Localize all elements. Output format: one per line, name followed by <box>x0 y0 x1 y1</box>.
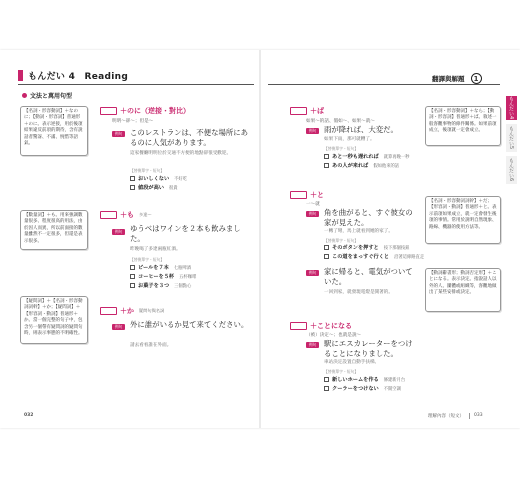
vocab-item <box>324 253 424 260</box>
example-translation: 一轉了彎，馬上就看到她的家了。 <box>324 229 393 234</box>
section-title-text: 文法と萬用句型 <box>30 93 73 100</box>
example-sentence: 家に帰ると、電気がついていた。 <box>324 267 413 286</box>
right-page-number: 033 <box>469 413 483 419</box>
example-sentence: 角を曲がると、すぐ彼女の家が見えた。 <box>324 208 413 227</box>
grammar-meaning: 一～就 <box>306 202 320 207</box>
explanation-box: 【名詞・形容動詞】＋なのに；【動詞・形容詞】普通形＋のに。表示逆接，用於後項結果違反前項的期待，含有說話者驚訝、不滿、惋惜等語氣。 <box>20 106 88 156</box>
vocab-item <box>130 175 187 182</box>
left-header <box>18 68 128 82</box>
checkbox[interactable] <box>130 176 135 181</box>
grammar-pattern <box>100 106 190 116</box>
pattern-slot <box>290 191 307 199</box>
vocab-item <box>324 153 409 160</box>
example-sentence: このレストランは、不便な場所にあるのに人気があります。 <box>130 128 249 147</box>
side-tab-1[interactable]: もんだい4 <box>506 96 517 120</box>
example-badge: 例句 <box>112 229 125 235</box>
pattern-text: ＋ば <box>310 107 324 115</box>
explanation-box: 【名詞・形容動詞】＋なら；【動詞・形容詞】普通形＋ば。敘述一般客觀事物的條件關係。如果前項成立，後項就一定會成立。 <box>425 106 501 146</box>
checkbox[interactable] <box>130 185 135 190</box>
header-accent-bar <box>18 70 23 81</box>
pattern-slot <box>100 211 117 219</box>
pattern-text: ＋も <box>120 211 134 219</box>
pattern-note: 多達～ <box>139 212 152 217</box>
explanation-box: 【數量詞】＋も。用來強調數量很多、程度很高的用法，由於因人而異，所以前面接的數量雖然不一定很多，但還是表示很多。 <box>20 210 88 250</box>
example-badge: 例句 <box>112 324 125 330</box>
side-tab-2[interactable]: もんだい5 <box>506 124 517 152</box>
pattern-text: ＋と <box>310 191 324 199</box>
vocab-meaning: 很貴 <box>168 185 178 191</box>
left-page-number: 032 <box>24 413 34 418</box>
checkbox[interactable] <box>130 265 135 270</box>
example-translation: 這家餐廳明明位於交通不方便的地點卻很受歡迎。 <box>130 151 232 156</box>
grammar-pattern <box>290 321 352 331</box>
pattern-slot <box>290 322 307 330</box>
grammar-pattern <box>290 106 324 116</box>
example-badge: 例句 <box>306 342 319 348</box>
book-gutter <box>259 50 261 428</box>
vocab-word: 新しいホームを作る <box>332 377 379 383</box>
vocab-item <box>130 264 191 271</box>
grammar-pattern <box>290 190 324 200</box>
pattern-slot <box>290 107 307 115</box>
vocab-meaning: 假如他來的話 <box>373 163 400 169</box>
pattern-slot <box>100 307 117 315</box>
grammar-meaning: 明明～卻～；但是～ <box>112 119 154 124</box>
pattern-text: ＋か <box>120 307 134 315</box>
vocab-meaning: 按下那個按鈕 <box>383 245 410 251</box>
section-number-badge: 1 <box>471 73 482 84</box>
checkbox[interactable] <box>130 274 135 279</box>
checkbox[interactable] <box>324 245 329 250</box>
example-sentence: 雨が降れば、大変だ。 <box>324 125 398 134</box>
pattern-text: ＋ことになる <box>310 322 352 330</box>
example-badge: 例句 <box>306 211 319 217</box>
checkbox[interactable] <box>324 386 329 391</box>
pattern-slot <box>100 107 117 115</box>
footer-section: 理解內容（短文） <box>428 414 464 419</box>
left-header-rule <box>18 84 254 85</box>
vocab-meaning: 三個點心 <box>174 283 192 289</box>
grammar-pattern <box>100 306 164 316</box>
vocab-word: クーラーをつけない <box>332 386 379 392</box>
example-translation: 如果下雨，那可就糟了。 <box>324 137 375 142</box>
example-sentence: 駅にエスカレーターをつけることになりました。 <box>324 339 413 358</box>
vocab-item <box>324 162 399 169</box>
vocab-header: 【替換單字・短句】 <box>324 146 359 151</box>
pattern-text: ＋のに（逆接・對比） <box>120 107 190 115</box>
vocab-item <box>324 244 409 251</box>
grammar-pattern <box>100 210 152 220</box>
left-header-title: もんだい 4 Reading <box>28 71 129 82</box>
vocab-item <box>324 385 401 392</box>
right-header <box>432 73 482 84</box>
grammar-meaning: 如果～的話、假如～、如果～就～ <box>306 119 375 124</box>
vocab-word: お菓子を３つ <box>138 283 170 289</box>
example-sentence: 外に誰がいるか見て来てください。 <box>130 320 249 329</box>
vocab-meaning: 七瓶啤酒 <box>173 265 192 271</box>
vocab-meaning: 沿著這條路直走 <box>394 254 425 260</box>
grammar-meaning: （被）決定～；也就是說～ <box>306 333 362 338</box>
example-translation: 一回到家，就發現電燈是開著的。 <box>324 290 393 295</box>
vocab-meaning: 不開空調 <box>383 386 401 392</box>
checkbox[interactable] <box>324 154 329 159</box>
vocab-meaning: 不好吃 <box>174 176 188 182</box>
explanation-box: 【名詞・形容動詞詞幹】＋だ；【形容詞・動詞】普通形＋と。表示前項如果成立，就一定會發生後項的事情。常用於說明自然現象、路線、機器的使用方法等。 <box>425 196 501 244</box>
example-badge: 例句 <box>112 131 125 137</box>
vocab-word: あの人が来れば <box>332 163 369 169</box>
vocab-word: 値段が高い <box>138 185 164 191</box>
vocab-header: 【替換單字・短句】 <box>130 257 165 262</box>
explanation-box: 【動詞辭書形；動詞否定形】＋ことになる。表示決定。指說話人以外的人、團體或組織等，客觀地做出了某些安排或決定。 <box>425 268 501 312</box>
vocab-item <box>130 282 191 289</box>
vocab-meaning: 五杯咖啡 <box>179 274 197 280</box>
vocab-word: この道をまっすぐ行くと <box>332 254 390 260</box>
right-footer <box>428 413 483 419</box>
vocab-meaning: 修建新月台 <box>383 377 406 383</box>
example-badge: 例句 <box>306 270 319 276</box>
pattern-note: 疑問句與名詞 <box>139 308 165 313</box>
section-title <box>22 91 72 100</box>
checkbox[interactable] <box>324 254 329 259</box>
vocab-header: 【替換單字・短句】 <box>324 238 359 243</box>
vocab-word: コーヒーを５杯 <box>138 274 175 280</box>
vocab-header: 【替換單字・短句】 <box>324 369 359 374</box>
example-sentence: ゆうべはワインを２本も飲みました。 <box>130 224 241 243</box>
checkbox[interactable] <box>130 283 135 288</box>
right-header-rule <box>268 84 500 85</box>
vocab-item <box>130 273 196 280</box>
vocab-word: そのボタンを押すと <box>332 245 379 251</box>
example-badge: 例句 <box>306 128 319 134</box>
vocab-word: あと一秒も遅れれば <box>332 154 379 160</box>
vocab-word: おいしくない <box>138 176 170 182</box>
bullet-icon <box>22 93 27 98</box>
vocab-item <box>324 376 405 383</box>
checkbox[interactable] <box>324 163 329 168</box>
vocab-word: ビールを７本 <box>138 265 169 271</box>
explanation-box: 【疑問詞】＋【名詞・形容動詞詞幹】＋か；【疑問詞】＋【形容詞・動詞】普通形＋か。當一個完整的句子中，包含另一個帶有疑問詞的疑問句時，則表示事態的不明確性。 <box>20 296 88 344</box>
example-translation: 昨晚喝了多達兩瓶紅酒。 <box>130 247 181 252</box>
vocab-header: 【替換單字・短句】 <box>130 168 165 173</box>
example-translation: 車站決定設置自動手扶梯。 <box>324 360 380 365</box>
right-header-label: 翻譯與解題 <box>432 75 465 83</box>
vocab-meaning: 就算再晚一秒 <box>383 154 410 160</box>
side-tab-3[interactable]: もんだい6 <box>506 156 517 184</box>
checkbox[interactable] <box>324 377 329 382</box>
vocab-item <box>130 184 178 191</box>
example-translation: 請去看看誰在外面。 <box>130 343 172 348</box>
